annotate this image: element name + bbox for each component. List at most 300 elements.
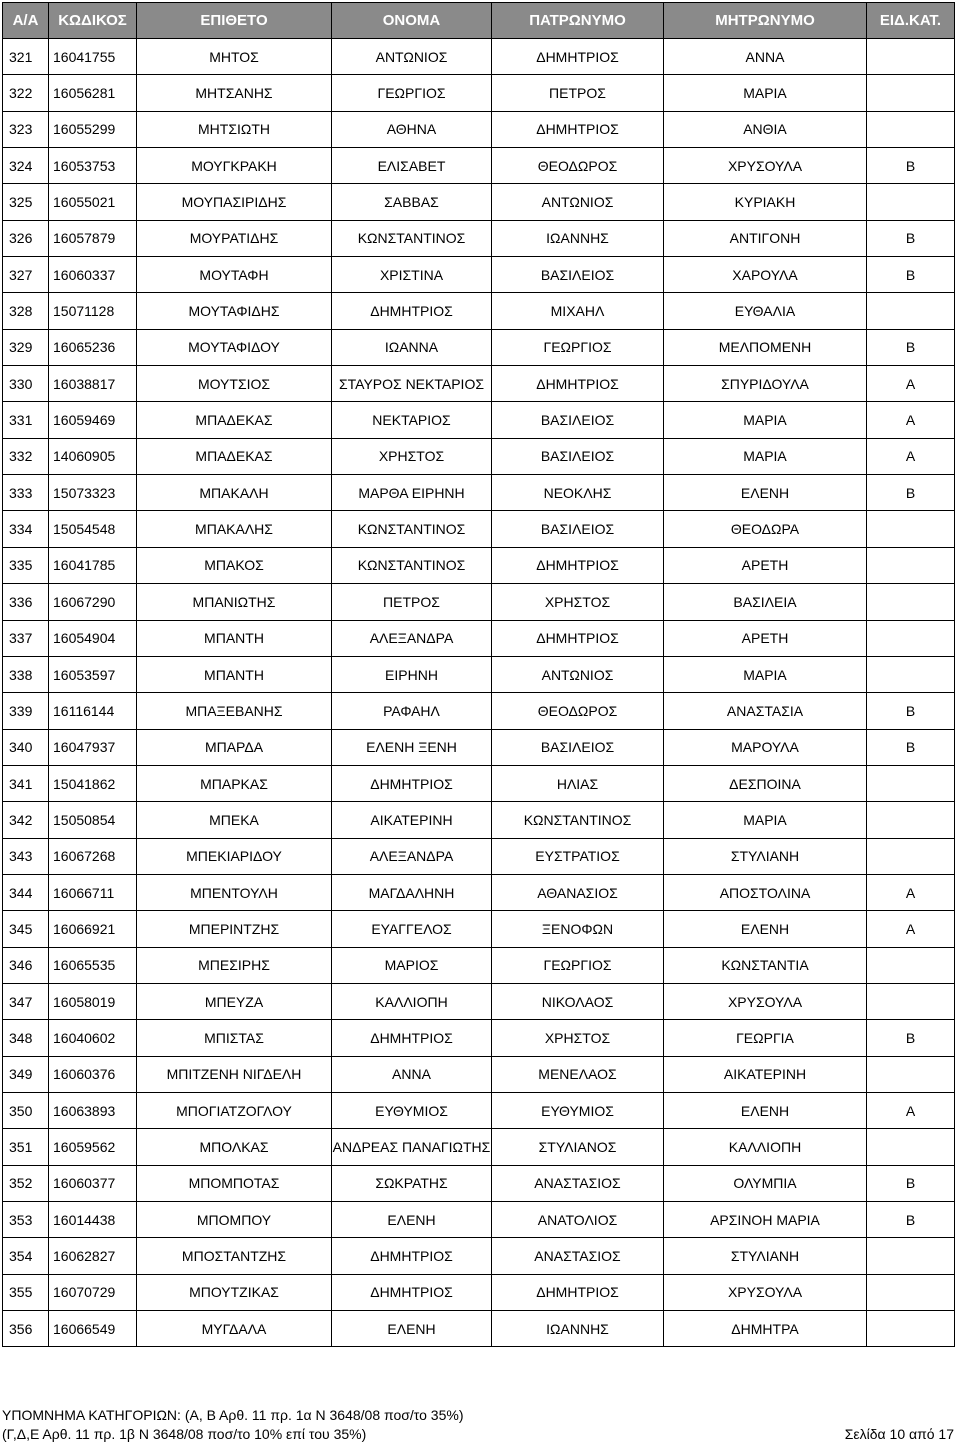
- cell-aa: 330: [3, 366, 49, 402]
- cell-name: ΝΕΚΤΑΡΙΟΣ: [332, 402, 492, 438]
- cell-code: 16063893: [49, 1092, 137, 1128]
- cell-name: ΜΑΓΔΑΛΗΝΗ: [332, 874, 492, 910]
- cell-name: ΕΛΕΝΗ: [332, 1311, 492, 1347]
- cell-aa: 325: [3, 184, 49, 220]
- table-row: [3, 693, 955, 729]
- cell-surname: ΜΥΓΔΑΛΑ: [137, 1311, 332, 1347]
- cell-aa: 348: [3, 1020, 49, 1056]
- cell-name: ΣΑΒΒΑΣ: [332, 184, 492, 220]
- cell-code: 16062827: [49, 1238, 137, 1274]
- cell-surname: ΜΠΑΝΤΗ: [137, 656, 332, 692]
- cell-surname: ΜΠΙΤΖΕΝΗ ΝΙΓΔΕΛΗ: [137, 1056, 332, 1092]
- cell-surname: ΜΠΑΡΔΑ: [137, 729, 332, 765]
- cell-category: [867, 947, 955, 983]
- cell-surname: ΜΠΟΜΠΟΤΑΣ: [137, 1165, 332, 1201]
- cell-surname: ΜΟΥΡΑΤΙΔΗΣ: [137, 220, 332, 256]
- cell-father-name: ΚΩΝΣΤΑΝΤΙΝΟΣ: [492, 802, 664, 838]
- cell-surname: ΜΟΥΤΑΦΗ: [137, 257, 332, 293]
- cell-category: [867, 983, 955, 1019]
- cell-code: 15071128: [49, 293, 137, 329]
- cell-name: ΜΑΡΙΟΣ: [332, 947, 492, 983]
- cell-surname: ΜΠΕΚΙΑΡΙΔΟΥ: [137, 838, 332, 874]
- cell-surname: ΜΠΟΣΤΑΝΤΖΗΣ: [137, 1238, 332, 1274]
- cell-name: ΔΗΜΗΤΡΙΟΣ: [332, 1238, 492, 1274]
- cell-name: ΔΗΜΗΤΡΙΟΣ: [332, 1274, 492, 1310]
- cell-mother-name: ΔΕΣΠΟΙΝΑ: [664, 765, 867, 801]
- cell-father-name: ΔΗΜΗΤΡΙΟΣ: [492, 620, 664, 656]
- cell-category: Β: [867, 729, 955, 765]
- cell-code: 16060377: [49, 1165, 137, 1201]
- cell-aa: 331: [3, 402, 49, 438]
- table-row: [3, 729, 955, 765]
- cell-name: ΓΕΩΡΓΙΟΣ: [332, 75, 492, 111]
- category-legend-line-1: ΥΠΟΜΝΗΜΑ ΚΑΤΗΓΟΡΙΩΝ: (Α, Β Αρθ. 11 πρ. 1α Ν 3648/08 ποσ/το 35%): [2, 1407, 464, 1423]
- cell-category: [867, 838, 955, 874]
- cell-surname: ΜΗΤΣΑΝΗΣ: [137, 75, 332, 111]
- table-row: [3, 111, 955, 147]
- cell-surname: ΜΟΥΤΑΦΙΔΗΣ: [137, 293, 332, 329]
- table-row: [3, 1056, 955, 1092]
- cell-name: ΧΡΙΣΤΙΝΑ: [332, 257, 492, 293]
- cell-aa: 336: [3, 584, 49, 620]
- cell-category: Β: [867, 1165, 955, 1201]
- page-number: Σελίδα 10 από 17: [844, 1426, 954, 1442]
- cell-surname: ΜΠΑΞΕΒΑΝΗΣ: [137, 693, 332, 729]
- cell-father-name: ΒΑΣΙΛΕΙΟΣ: [492, 438, 664, 474]
- cell-surname: ΜΠΟΛΚΑΣ: [137, 1129, 332, 1165]
- cell-mother-name: ΣΤΥΛΙΑΝΗ: [664, 838, 867, 874]
- cell-father-name: ΑΝΤΩΝΙΟΣ: [492, 184, 664, 220]
- cell-surname: ΜΠΟΜΠΟΥ: [137, 1202, 332, 1238]
- cell-father-name: ΘΕΟΔΩΡΟΣ: [492, 148, 664, 184]
- cell-code: 16055299: [49, 111, 137, 147]
- cell-mother-name: ΜΑΡΙΑ: [664, 75, 867, 111]
- cell-father-name: ΔΗΜΗΤΡΙΟΣ: [492, 366, 664, 402]
- cell-name: ΠΕΤΡΟΣ: [332, 584, 492, 620]
- cell-father-name: ΣΤΥΛΙΑΝΟΣ: [492, 1129, 664, 1165]
- cell-mother-name: ΧΑΡΟΥΛΑ: [664, 257, 867, 293]
- header-category: ΕΙΔ.ΚΑΤ.: [867, 3, 955, 39]
- table-row: [3, 1020, 955, 1056]
- cell-code: 16041755: [49, 39, 137, 75]
- cell-father-name: ΔΗΜΗΤΡΙΟΣ: [492, 1274, 664, 1310]
- cell-code: 16059469: [49, 402, 137, 438]
- table-row: [3, 547, 955, 583]
- cell-name: ΕΙΡΗΝΗ: [332, 656, 492, 692]
- cell-aa: 351: [3, 1129, 49, 1165]
- cell-father-name: ΝΕΟΚΛΗΣ: [492, 475, 664, 511]
- cell-category: Β: [867, 1020, 955, 1056]
- cell-father-name: ΔΗΜΗΤΡΙΟΣ: [492, 547, 664, 583]
- cell-surname: ΜΠΑΚΟΣ: [137, 547, 332, 583]
- cell-mother-name: ΧΡΥΣΟΥΛΑ: [664, 148, 867, 184]
- cell-father-name: ΓΕΩΡΓΙΟΣ: [492, 947, 664, 983]
- cell-aa: 328: [3, 293, 49, 329]
- cell-code: 15073323: [49, 475, 137, 511]
- cell-mother-name: ΜΑΡΙΑ: [664, 402, 867, 438]
- cell-code: 16066921: [49, 911, 137, 947]
- cell-aa: 342: [3, 802, 49, 838]
- cell-name: ΕΛΕΝΗ ΞΕΝΗ: [332, 729, 492, 765]
- cell-name: ΕΥΘΥΜΙΟΣ: [332, 1092, 492, 1128]
- cell-code: 16040602: [49, 1020, 137, 1056]
- cell-mother-name: ΜΑΡΙΑ: [664, 802, 867, 838]
- cell-code: 16116144: [49, 693, 137, 729]
- table-row: [3, 911, 955, 947]
- cell-aa: 345: [3, 911, 49, 947]
- cell-father-name: ΜΙΧΑΗΛ: [492, 293, 664, 329]
- cell-father-name: ΙΩΑΝΝΗΣ: [492, 220, 664, 256]
- cell-category: [867, 802, 955, 838]
- cell-category: Β: [867, 475, 955, 511]
- cell-code: 16058019: [49, 983, 137, 1019]
- cell-aa: 321: [3, 39, 49, 75]
- cell-name: ΚΩΝΣΤΑΝΤΙΝΟΣ: [332, 511, 492, 547]
- cell-surname: ΜΟΥΠΑΣΙΡΙΔΗΣ: [137, 184, 332, 220]
- cell-name: ΑΝΤΩΝΙΟΣ: [332, 39, 492, 75]
- cell-surname: ΜΟΥΤΣΙΟΣ: [137, 366, 332, 402]
- cell-aa: 347: [3, 983, 49, 1019]
- cell-code: 15050854: [49, 802, 137, 838]
- cell-father-name: ΑΝΑΣΤΑΣΙΟΣ: [492, 1165, 664, 1201]
- cell-aa: 333: [3, 475, 49, 511]
- cell-father-name: ΒΑΣΙΛΕΙΟΣ: [492, 402, 664, 438]
- cell-father-name: ΕΥΘΥΜΙΟΣ: [492, 1092, 664, 1128]
- cell-mother-name: ΜΑΡΟΥΛΑ: [664, 729, 867, 765]
- cell-aa: 338: [3, 656, 49, 692]
- cell-surname: ΜΠΕΥΖΑ: [137, 983, 332, 1019]
- cell-mother-name: ΑΡΕΤΗ: [664, 547, 867, 583]
- cell-father-name: ΠΕΤΡΟΣ: [492, 75, 664, 111]
- cell-aa: 344: [3, 874, 49, 910]
- cell-father-name: ΑΝΤΩΝΙΟΣ: [492, 656, 664, 692]
- cell-name: ΚΩΝΣΤΑΝΤΙΝΟΣ: [332, 547, 492, 583]
- cell-father-name: ΒΑΣΙΛΕΙΟΣ: [492, 511, 664, 547]
- cell-father-name: ΞΕΝΟΦΩΝ: [492, 911, 664, 947]
- cell-name: ΚΩΝΣΤΑΝΤΙΝΟΣ: [332, 220, 492, 256]
- cell-category: [867, 1129, 955, 1165]
- cell-surname: ΜΠΕΚΑ: [137, 802, 332, 838]
- cell-code: 16054904: [49, 620, 137, 656]
- table-row: [3, 148, 955, 184]
- cell-code: 15041862: [49, 765, 137, 801]
- cell-code: 16014438: [49, 1202, 137, 1238]
- cell-code: 16057879: [49, 220, 137, 256]
- cell-mother-name: ΜΕΛΠΟΜΕΝΗ: [664, 329, 867, 365]
- cell-mother-name: ΧΡΥΣΟΥΛΑ: [664, 1274, 867, 1310]
- table-row: [3, 438, 955, 474]
- cell-category: [867, 39, 955, 75]
- table-row: [3, 511, 955, 547]
- table-row: [3, 1274, 955, 1310]
- cell-category: [867, 511, 955, 547]
- cell-mother-name: ΑΝΑΣΤΑΣΙΑ: [664, 693, 867, 729]
- cell-category: [867, 656, 955, 692]
- table-row: [3, 366, 955, 402]
- cell-category: [867, 547, 955, 583]
- table-row: [3, 874, 955, 910]
- cell-father-name: ΓΕΩΡΓΙΟΣ: [492, 329, 664, 365]
- cell-mother-name: ΣΤΥΛΙΑΝΗ: [664, 1238, 867, 1274]
- table-row: [3, 329, 955, 365]
- cell-father-name: ΔΗΜΗΤΡΙΟΣ: [492, 39, 664, 75]
- category-legend-line-2: (Γ,Δ,Ε Αρθ. 11 πρ. 1β Ν 3648/08 ποσ/το 10% επί του 35%): [2, 1426, 367, 1442]
- cell-mother-name: ΕΛΕΝΗ: [664, 911, 867, 947]
- cell-code: 16047937: [49, 729, 137, 765]
- cell-code: 16038817: [49, 366, 137, 402]
- cell-mother-name: ΒΑΣΙΛΕΙΑ: [664, 584, 867, 620]
- cell-code: 16060337: [49, 257, 137, 293]
- cell-mother-name: ΑΡΕΤΗ: [664, 620, 867, 656]
- cell-father-name: ΘΕΟΔΩΡΟΣ: [492, 693, 664, 729]
- cell-surname: ΜΠΑΡΚΑΣ: [137, 765, 332, 801]
- cell-father-name: ΜΕΝΕΛΑΟΣ: [492, 1056, 664, 1092]
- table-row: [3, 402, 955, 438]
- cell-aa: 352: [3, 1165, 49, 1201]
- cell-mother-name: ΑΝΤΙΓΟΝΗ: [664, 220, 867, 256]
- cell-name: ΔΗΜΗΤΡΙΟΣ: [332, 1020, 492, 1056]
- cell-category: Α: [867, 874, 955, 910]
- cell-aa: 355: [3, 1274, 49, 1310]
- table-row: [3, 293, 955, 329]
- cell-aa: 354: [3, 1238, 49, 1274]
- cell-aa: 341: [3, 765, 49, 801]
- cell-aa: 353: [3, 1202, 49, 1238]
- cell-mother-name: ΜΑΡΙΑ: [664, 438, 867, 474]
- table-row: [3, 1311, 955, 1347]
- cell-aa: 326: [3, 220, 49, 256]
- cell-aa: 356: [3, 1311, 49, 1347]
- cell-name: ΡΑΦΑΗΛ: [332, 693, 492, 729]
- cell-father-name: ΑΝΑΤΟΛΙΟΣ: [492, 1202, 664, 1238]
- header-father-name: ΠΑΤΡΩΝΥΜΟ: [492, 3, 664, 39]
- cell-code: 16056281: [49, 75, 137, 111]
- cell-father-name: ΙΩΑΝΝΗΣ: [492, 1311, 664, 1347]
- cell-aa: 346: [3, 947, 49, 983]
- cell-code: 14060905: [49, 438, 137, 474]
- table-row: [3, 39, 955, 75]
- cell-surname: ΜΠΕΝΤΟΥΛΗ: [137, 874, 332, 910]
- cell-code: 16053753: [49, 148, 137, 184]
- cell-mother-name: ΜΑΡΙΑ: [664, 656, 867, 692]
- cell-category: [867, 111, 955, 147]
- cell-surname: ΜΟΥΤΑΦΙΔΟΥ: [137, 329, 332, 365]
- cell-code: 16066549: [49, 1311, 137, 1347]
- cell-category: [867, 75, 955, 111]
- cell-name: ΜΑΡΘΑ ΕΙΡΗΝΗ: [332, 475, 492, 511]
- cell-aa: 329: [3, 329, 49, 365]
- cell-surname: ΜΗΤΣΙΩΤΗ: [137, 111, 332, 147]
- table-row: [3, 656, 955, 692]
- cell-name: ΚΑΛΛΙΟΠΗ: [332, 983, 492, 1019]
- cell-category: Α: [867, 911, 955, 947]
- cell-name: ΕΛΙΣΑΒΕΤ: [332, 148, 492, 184]
- cell-surname: ΜΠΕΡΙΝΤΖΗΣ: [137, 911, 332, 947]
- cell-mother-name: ΟΛΥΜΠΙΑ: [664, 1165, 867, 1201]
- header-mother-name: ΜΗΤΡΩΝΥΜΟ: [664, 3, 867, 39]
- cell-father-name: ΧΡΗΣΤΟΣ: [492, 1020, 664, 1056]
- cell-name: ΑΛΕΞΑΝΔΡΑ: [332, 838, 492, 874]
- cell-code: 16053597: [49, 656, 137, 692]
- table-row: [3, 838, 955, 874]
- cell-mother-name: ΓΕΩΡΓΙΑ: [664, 1020, 867, 1056]
- cell-surname: ΜΠΑΚΑΛΗ: [137, 475, 332, 511]
- table-body: [3, 39, 955, 1347]
- cell-category: Β: [867, 693, 955, 729]
- cell-father-name: ΑΝΑΣΤΑΣΙΟΣ: [492, 1238, 664, 1274]
- cell-category: Β: [867, 220, 955, 256]
- cell-mother-name: ΕΛΕΝΗ: [664, 1092, 867, 1128]
- cell-category: [867, 584, 955, 620]
- cell-mother-name: ΚΑΛΛΙΟΠΗ: [664, 1129, 867, 1165]
- cell-surname: ΜΠΟΥΤΖΙΚΑΣ: [137, 1274, 332, 1310]
- cell-mother-name: ΑΙΚΑΤΕΡΙΝΗ: [664, 1056, 867, 1092]
- header-row: [3, 3, 955, 39]
- cell-code: 16060376: [49, 1056, 137, 1092]
- cell-name: ΕΛΕΝΗ: [332, 1202, 492, 1238]
- cell-aa: 334: [3, 511, 49, 547]
- cell-category: [867, 1056, 955, 1092]
- cell-category: [867, 1311, 955, 1347]
- cell-mother-name: ΕΛΕΝΗ: [664, 475, 867, 511]
- cell-code: 16067290: [49, 584, 137, 620]
- table-row: [3, 220, 955, 256]
- cell-category: [867, 765, 955, 801]
- cell-category: [867, 293, 955, 329]
- table-row: [3, 1092, 955, 1128]
- cell-surname: ΜΠΑΝΙΩΤΗΣ: [137, 584, 332, 620]
- table-row: [3, 620, 955, 656]
- cell-name: ΧΡΗΣΤΟΣ: [332, 438, 492, 474]
- cell-father-name: ΧΡΗΣΤΟΣ: [492, 584, 664, 620]
- cell-category: Α: [867, 1092, 955, 1128]
- cell-mother-name: ΕΥΘΑΛΙΑ: [664, 293, 867, 329]
- table-row: [3, 765, 955, 801]
- cell-aa: 335: [3, 547, 49, 583]
- table-row: [3, 1129, 955, 1165]
- cell-surname: ΜΠΑΝΤΗ: [137, 620, 332, 656]
- cell-surname: ΜΠΙΣΤΑΣ: [137, 1020, 332, 1056]
- cell-name: ΣΩΚΡΑΤΗΣ: [332, 1165, 492, 1201]
- table-row: [3, 1238, 955, 1274]
- cell-surname: ΜΠΑΔΕΚΑΣ: [137, 402, 332, 438]
- cell-mother-name: ΑΡΣΙΝΟΗ ΜΑΡΙΑ: [664, 1202, 867, 1238]
- candidates-table: [2, 2, 955, 1347]
- cell-name: ΙΩΑΝΝΑ: [332, 329, 492, 365]
- header-surname: ΕΠΙΘΕΤΟ: [137, 3, 332, 39]
- cell-father-name: ΔΗΜΗΤΡΙΟΣ: [492, 111, 664, 147]
- cell-aa: 327: [3, 257, 49, 293]
- cell-surname: ΜΠΕΣΙΡΗΣ: [137, 947, 332, 983]
- table-row: [3, 257, 955, 293]
- cell-category: Β: [867, 329, 955, 365]
- cell-category: Α: [867, 366, 955, 402]
- cell-mother-name: ΑΝΘΙΑ: [664, 111, 867, 147]
- cell-mother-name: ΧΡΥΣΟΥΛΑ: [664, 983, 867, 1019]
- cell-category: [867, 1274, 955, 1310]
- header-aa: Α/Α: [3, 3, 49, 39]
- cell-category: [867, 184, 955, 220]
- cell-mother-name: ΔΗΜΗΤΡΑ: [664, 1311, 867, 1347]
- table-row: [3, 1202, 955, 1238]
- cell-mother-name: ΣΠΥΡΙΔΟΥΛΑ: [664, 366, 867, 402]
- table-row: [3, 802, 955, 838]
- cell-surname: ΜΠΑΔΕΚΑΣ: [137, 438, 332, 474]
- cell-aa: 322: [3, 75, 49, 111]
- table-row: [3, 75, 955, 111]
- cell-father-name: ΒΑΣΙΛΕΙΟΣ: [492, 729, 664, 765]
- header-name: ΟΝΟΜΑ: [332, 3, 492, 39]
- cell-name: ΔΗΜΗΤΡΙΟΣ: [332, 765, 492, 801]
- cell-aa: 324: [3, 148, 49, 184]
- cell-code: 16070729: [49, 1274, 137, 1310]
- cell-father-name: ΝΙΚΟΛΑΟΣ: [492, 983, 664, 1019]
- table-row: [3, 983, 955, 1019]
- cell-father-name: ΑΘΑΝΑΣΙΟΣ: [492, 874, 664, 910]
- cell-name: ΣΤΑΥΡΟΣ ΝΕΚΤΑΡΙΟΣ: [332, 366, 492, 402]
- cell-mother-name: ΚΩΝΣΤΑΝΤΙΑ: [664, 947, 867, 983]
- header-code: ΚΩΔΙΚΟΣ: [49, 3, 137, 39]
- cell-name: ΔΗΜΗΤΡΙΟΣ: [332, 293, 492, 329]
- cell-name: ΑΝΝΑ: [332, 1056, 492, 1092]
- cell-mother-name: ΑΝΝΑ: [664, 39, 867, 75]
- table-header: [3, 3, 955, 39]
- cell-category: Α: [867, 438, 955, 474]
- table-row: [3, 184, 955, 220]
- cell-aa: 350: [3, 1092, 49, 1128]
- cell-surname: ΜΟΥΓΚΡΑΚΗ: [137, 148, 332, 184]
- cell-code: 15054548: [49, 511, 137, 547]
- cell-mother-name: ΑΠΟΣΤΟΛΙΝΑ: [664, 874, 867, 910]
- cell-category: [867, 620, 955, 656]
- cell-category: Β: [867, 148, 955, 184]
- table-row: [3, 947, 955, 983]
- table-row: [3, 584, 955, 620]
- cell-name: ΕΥΑΓΓΕΛΟΣ: [332, 911, 492, 947]
- cell-category: Β: [867, 1202, 955, 1238]
- cell-aa: 343: [3, 838, 49, 874]
- table-row: [3, 1165, 955, 1201]
- cell-mother-name: ΚΥΡΙΑΚΗ: [664, 184, 867, 220]
- cell-code: 16067268: [49, 838, 137, 874]
- cell-name: ΑΙΚΑΤΕΡΙΝΗ: [332, 802, 492, 838]
- cell-aa: 349: [3, 1056, 49, 1092]
- cell-category: [867, 1238, 955, 1274]
- cell-name: ΑΝΔΡΕΑΣ ΠΑΝΑΓΙΩΤΗΣ: [332, 1129, 492, 1165]
- cell-code: 16055021: [49, 184, 137, 220]
- cell-aa: 337: [3, 620, 49, 656]
- cell-category: Β: [867, 257, 955, 293]
- cell-aa: 340: [3, 729, 49, 765]
- cell-code: 16065236: [49, 329, 137, 365]
- cell-father-name: ΕΥΣΤΡΑΤΙΟΣ: [492, 838, 664, 874]
- cell-aa: 332: [3, 438, 49, 474]
- cell-category: Α: [867, 402, 955, 438]
- cell-name: ΑΛΕΞΑΝΔΡΑ: [332, 620, 492, 656]
- cell-surname: ΜΗΤΟΣ: [137, 39, 332, 75]
- cell-aa: 339: [3, 693, 49, 729]
- cell-father-name: ΗΛΙΑΣ: [492, 765, 664, 801]
- cell-code: 16066711: [49, 874, 137, 910]
- cell-name: ΑΘΗΝΑ: [332, 111, 492, 147]
- cell-code: 16041785: [49, 547, 137, 583]
- cell-code: 16065535: [49, 947, 137, 983]
- cell-father-name: ΒΑΣΙΛΕΙΟΣ: [492, 257, 664, 293]
- cell-aa: 323: [3, 111, 49, 147]
- cell-code: 16059562: [49, 1129, 137, 1165]
- cell-surname: ΜΠΟΓΙΑΤΖΟΓΛΟΥ: [137, 1092, 332, 1128]
- cell-mother-name: ΘΕΟΔΩΡΑ: [664, 511, 867, 547]
